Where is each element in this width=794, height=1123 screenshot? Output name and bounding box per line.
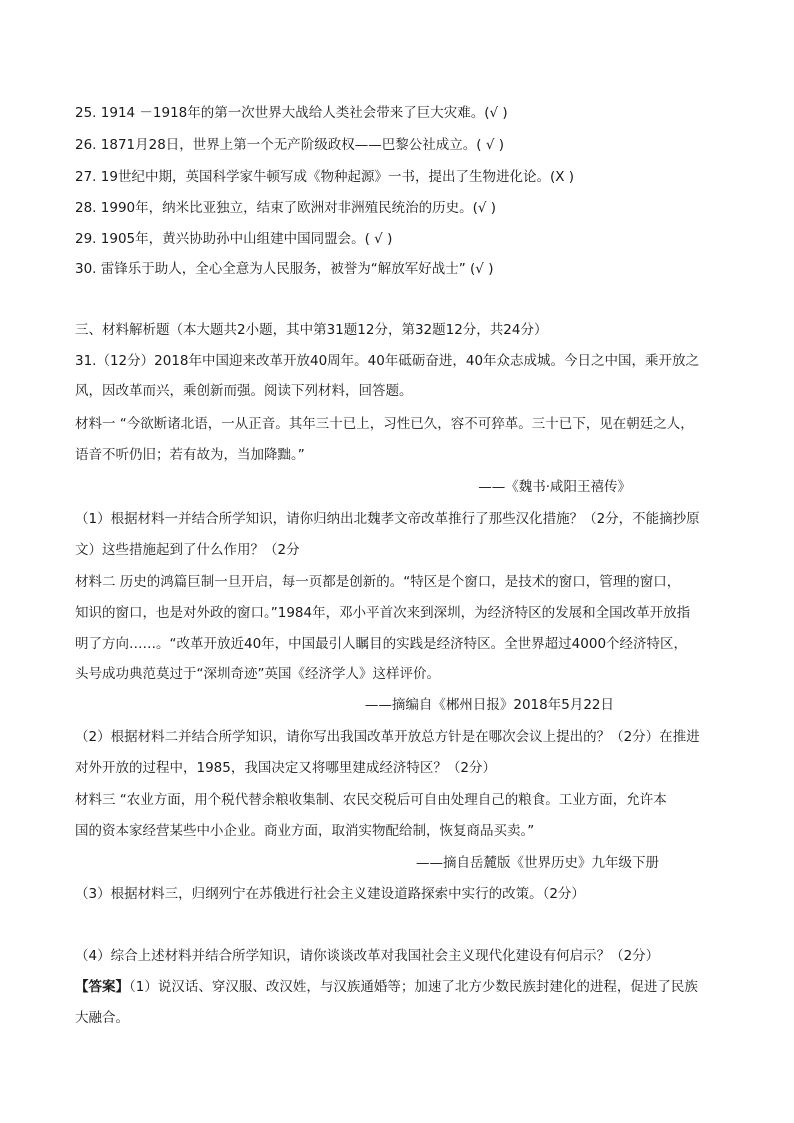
question-31-intro-cont: 风，因改革而兴，乘创新而强。阅读下列材料，回答题。 <box>75 383 413 399</box>
material-1-cont: 语音不听仍旧；若有故为，当加降黜。” <box>75 447 305 463</box>
question-25: 25. 1914 －1918年的第一次世界大战给人类社会带来了巨大灾难。(√ ) <box>75 105 508 121</box>
question-27: 27. 19世纪中期，英国科学家牛顿写成《物种起源》一书，提出了生物进化论。(X ) <box>75 169 575 185</box>
answer-cont: 大融合。 <box>75 1010 129 1026</box>
material-1: 材料一 “今欲断诸北语，一从正音。其年三十已上，习性已久，容不可猝革。三十已下，见在朝廷之人， <box>75 416 694 432</box>
answer-text: （1）说汉话、穿汉服、改汉姓，与汉族通婚等；加速了北方少数民族封建化的进程，促进了民族 <box>129 979 698 995</box>
question-26: 26. 1871月28日，世界上第一个无产阶级政权——巴黎公社成立。( √ ) <box>75 137 505 153</box>
sub-question-2: （2）根据材料二并结合所学知识，请你写出我国改革开放总方针是在哪次会议上提出的？（2分）在推进 <box>75 729 700 745</box>
question-29: 29. 1905年，黄兴协助孙中山组建中国同盟会。( √ ) <box>75 231 393 247</box>
question-28: 28. 1990年，纳米比亚独立，结束了欧洲对非洲殖民统治的历史。(√ ) <box>75 200 497 216</box>
material-2-cont1: 知识的窗口，也是对外政的窗口。”1984年，邓小平首次来到深圳，为经济特区的发展和全国改革开放指 <box>75 605 691 621</box>
answer-label: 【答案】 <box>75 979 129 995</box>
material-3-cont: 国的资本家经营某些中小企业。商业方面，取消实物配给制，恢复商品买卖。” <box>75 823 535 839</box>
section-heading: 三、材料解析题（本大题共2小题，其中第31题12分，第32题12分，共24分） <box>75 322 548 338</box>
material-2-source: ——摘编自《郴州日报》2018年5月22日 <box>364 697 614 713</box>
sub-question-3: （3）根据材料三，归纲列宁在苏俄进行社会主义建设道路探索中实行的改策。（2分） <box>75 886 585 902</box>
material-3-source: ——摘自岳麓版《世界历史》九年级下册 <box>416 855 659 871</box>
material-2-cont2: 明了方向……。“改革开放近40年，中国最引人瞩目的实践是经济特区。全世界超过4000个经济特区， <box>75 636 688 652</box>
material-2: 材料二 历史的鸿篇巨制一旦开启，每一页都是创新的。“特区是个窗口，是技术的窗口，管理的窗口， <box>75 574 681 590</box>
question-31-intro: 31.（12分）2018年中国迎来改革开放40周年。40年砥砺奋进，40年众志成城。今日之中国，乘开放之 <box>75 353 700 369</box>
question-30: 30. 雷锋乐于助人，全心全意为人民服务，被誉为“解放军好战士” (√ ) <box>75 261 494 277</box>
sub-question-1: （1）根据材料一并结合所学知识，请你归纳出北魏孝文帝改革推行了那些汉化措施？（2分，不能摘抄原 <box>75 511 700 527</box>
material-3: 材料三 “农业方面，用个税代替余粮收集制、农民交税后可自由处理自己的粮食。工业方面，允许本 <box>75 792 667 808</box>
answer <box>75 977 724 997</box>
sub-question-1-cont: 文）这些措施起到了什么作用？（2分 <box>75 542 300 558</box>
material-1-source: ——《魏书·咸阳王禧传》 <box>478 479 631 495</box>
material-2-cont3: 头号成功典范莫过于“深圳奇迹”英国《经济学人》这样评价。 <box>75 666 440 682</box>
sub-question-4: （4）综合上述材料并结合所学知识，请你谈谈改革对我国社会主义现代化建设有何启示？（2分） <box>75 948 660 964</box>
sub-question-2-cont: 对外开放的过程中，1985，我国决定又将哪里建成经济特区？（2分） <box>75 760 496 776</box>
